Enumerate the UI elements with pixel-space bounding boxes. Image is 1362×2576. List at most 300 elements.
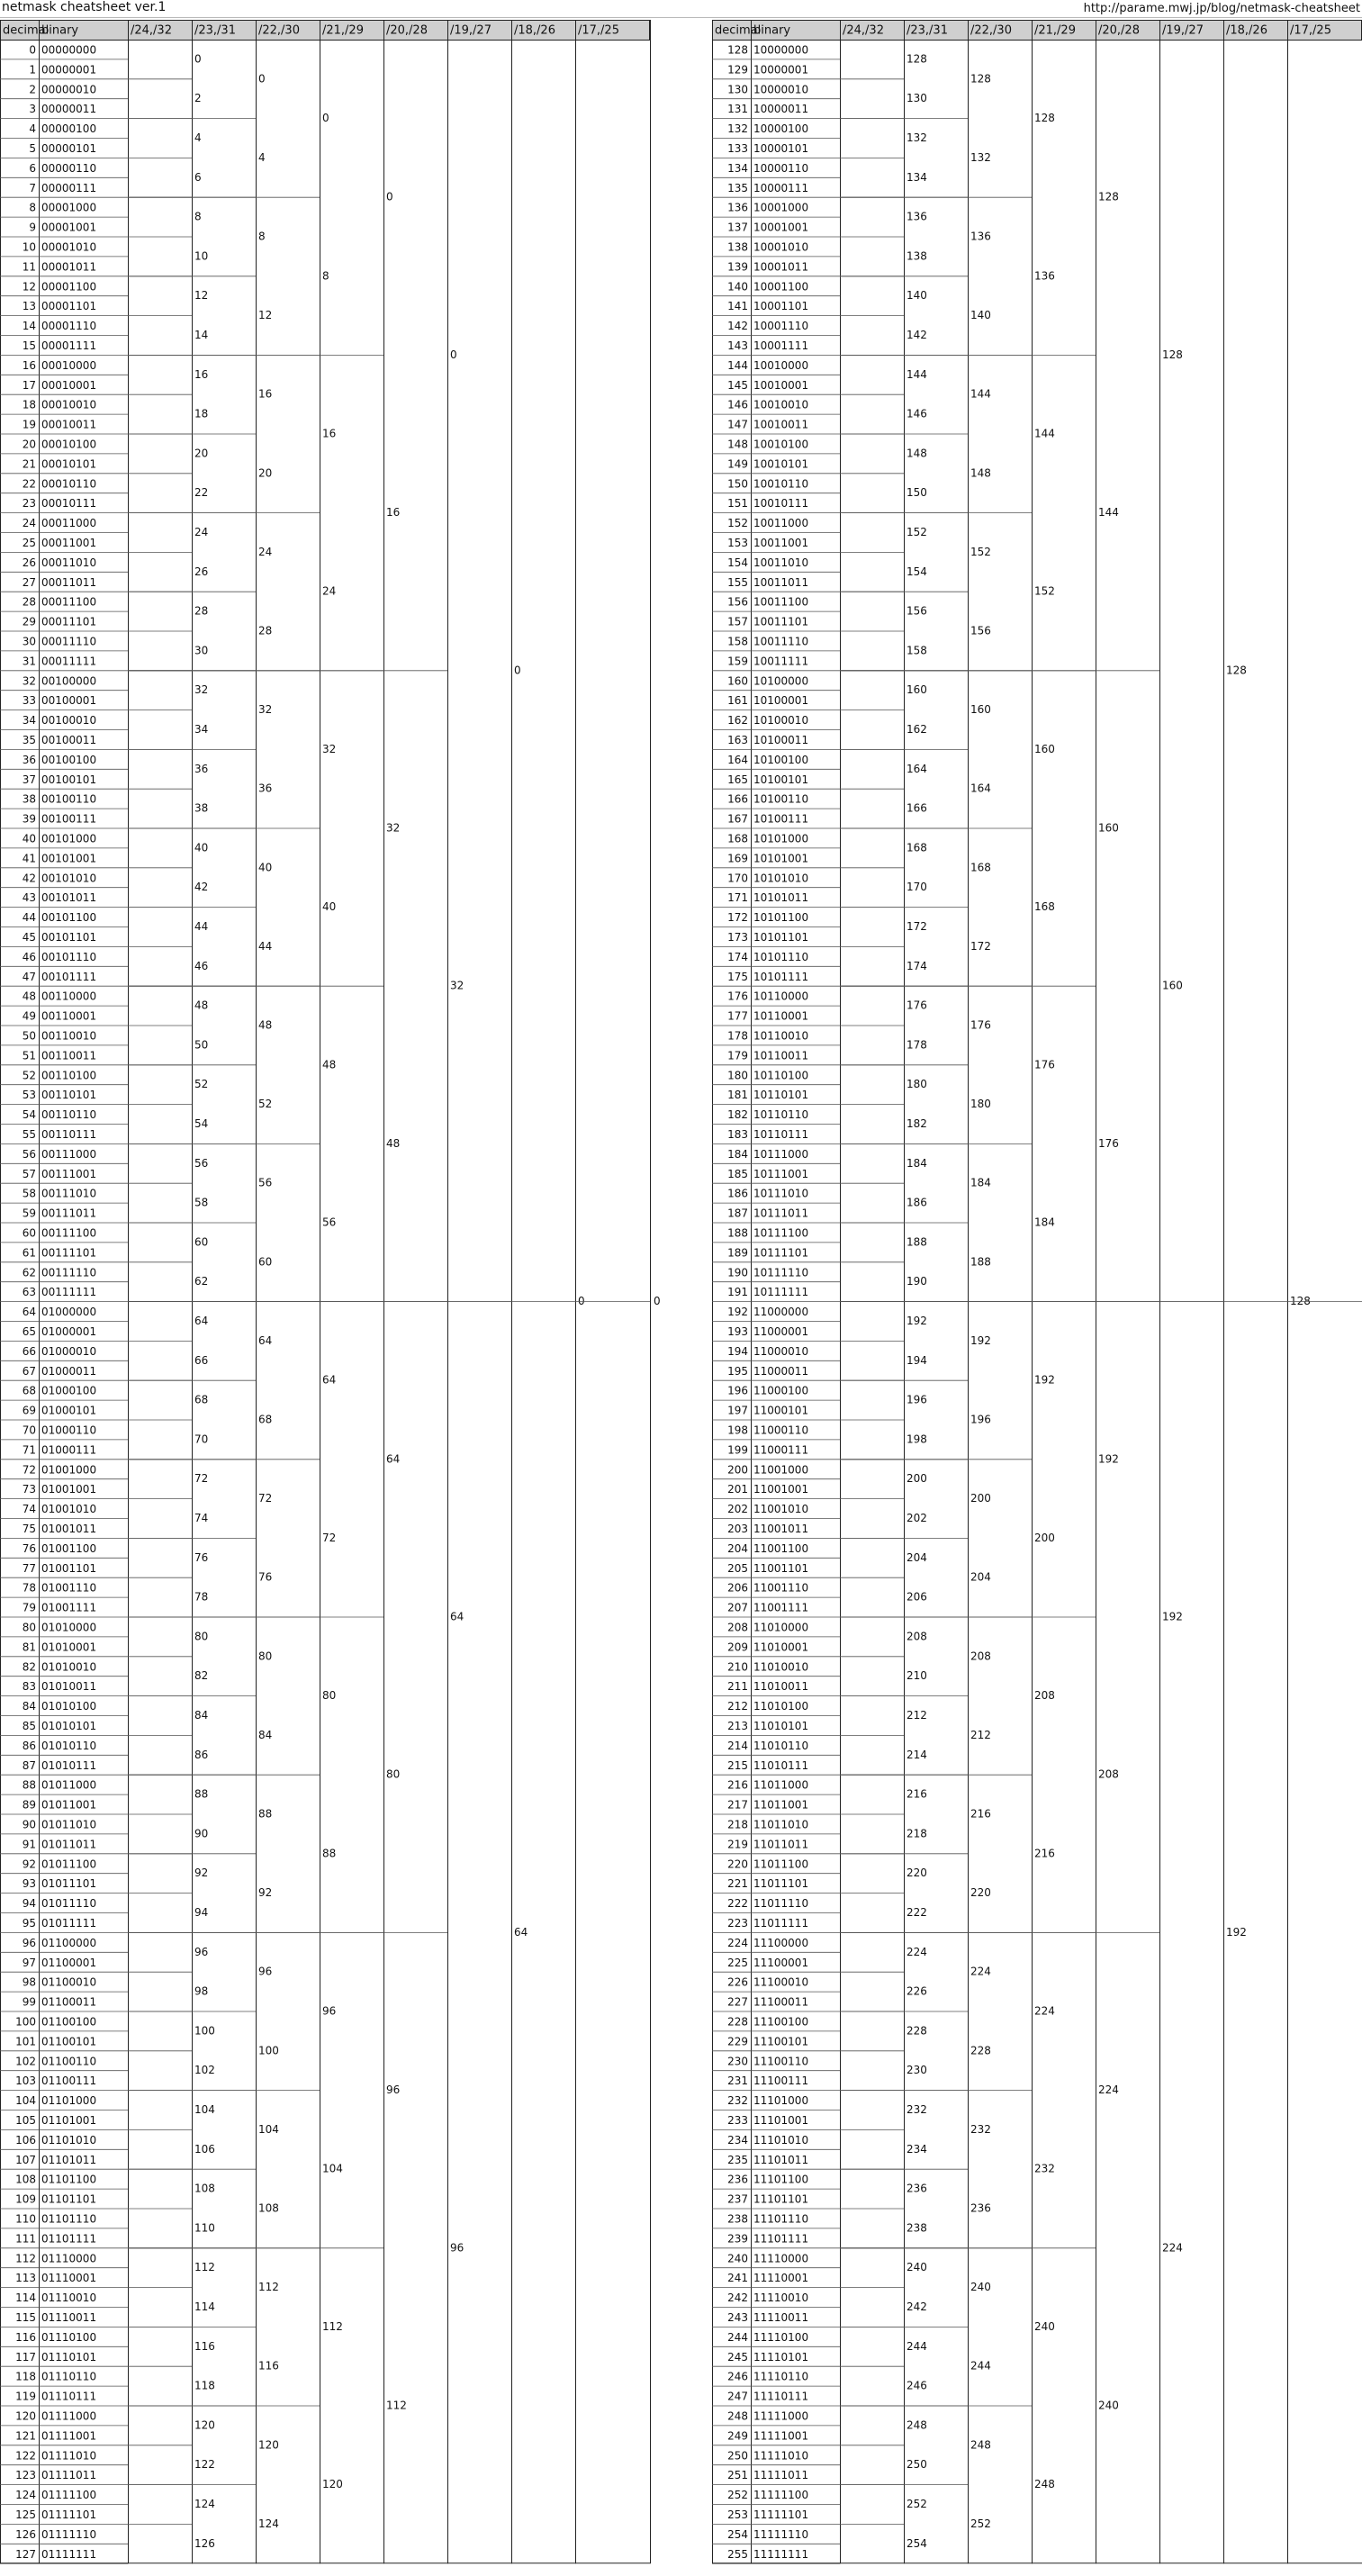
binary-value: 00001000 [41,201,97,214]
column-header: /23,/31 [906,23,948,38]
binary-value: 10011001 [753,536,809,549]
binary-value: 11100110 [753,2055,809,2068]
decimal-value: 170 [727,872,748,885]
binary-value: 01011100 [41,1857,97,1871]
decimal-value: 210 [727,1660,748,1674]
decimal-value: 0 [29,43,36,57]
decimal-value: 17 [22,378,36,392]
network-address: 224 [1034,2004,1055,2018]
network-address: 120 [258,2438,279,2452]
decimal-value: 166 [727,792,748,806]
decimal-value: 35 [22,733,36,746]
decimal-value: 206 [727,1581,748,1595]
decimal-value: 22 [22,477,36,491]
binary-value: 01010111 [41,1758,97,1772]
network-address: 230 [906,2064,927,2077]
binary-value: 11101100 [753,2173,809,2186]
network-address: 16 [322,427,337,440]
decimal-value: 68 [22,1384,36,1397]
decimal-value: 45 [22,930,36,944]
network-address: 64 [514,1925,528,1939]
binary-value: 00111001 [41,1167,97,1180]
binary-value: 01100111 [41,2074,97,2088]
decimal-value: 136 [727,201,748,214]
decimal-value: 239 [727,2232,748,2246]
network-address: 72 [322,1531,337,1544]
binary-value: 10100011 [753,733,809,746]
binary-value: 01000100 [41,1384,97,1397]
network-address: 28 [258,624,273,637]
network-address: 100 [194,2024,215,2038]
binary-value: 10011110 [753,635,809,648]
network-address: 236 [906,2182,927,2195]
binary-value: 00101000 [41,832,97,845]
decimal-value: 188 [727,1226,748,1240]
decimal-value: 190 [727,1266,748,1279]
decimal-value: 123 [15,2469,36,2482]
decimal-value: 138 [727,240,748,254]
decimal-value: 222 [727,1897,748,1911]
binary-value: 01001101 [41,1561,97,1575]
binary-value: 00111011 [41,1207,97,1220]
binary-value: 10001101 [753,300,809,313]
network-address: 140 [906,289,927,303]
network-address: 82 [194,1669,209,1683]
binary-value: 10000011 [753,103,809,116]
network-address: 148 [970,466,991,480]
decimal-value: 107 [15,2153,36,2166]
network-address: 168 [970,861,991,874]
network-address: 128 [1162,348,1183,361]
network-address: 126 [194,2536,215,2550]
binary-value: 01100100 [41,2015,97,2029]
decimal-value: 218 [727,1818,748,1831]
decimal-value: 153 [727,536,748,549]
binary-value: 11010010 [753,1660,809,1674]
binary-value: 11000111 [753,1443,809,1457]
network-address: 192 [1226,1925,1247,1939]
network-address: 220 [970,1886,991,1900]
binary-value: 00101101 [41,930,97,944]
decimal-value: 253 [727,2508,748,2521]
network-address: 66 [194,1353,209,1367]
network-address: 0 [322,112,329,125]
binary-value: 00010010 [41,398,97,411]
binary-value: 01111010 [41,2449,97,2463]
network-address: 80 [386,1767,401,1781]
decimal-value: 151 [727,497,748,511]
network-address: 222 [906,1906,927,1919]
binary-value: 10101110 [753,950,809,963]
decimal-value: 30 [22,635,36,648]
decimal-value: 134 [727,161,748,175]
decimal-value: 179 [727,1049,748,1062]
decimal-value: 18 [22,398,36,411]
network-address: 206 [906,1590,927,1604]
decimal-value: 15 [22,339,36,352]
binary-value: 11001101 [753,1561,809,1575]
decimal-value: 216 [727,1778,748,1792]
binary-value: 11110001 [753,2272,809,2285]
binary-value: 10000111 [753,181,809,194]
binary-value: 11111101 [753,2508,809,2521]
network-address: 242 [906,2300,927,2313]
network-address: 234 [906,2142,927,2156]
decimal-value: 10 [22,240,36,254]
page-title: netmask cheatsheet ver.1 [2,0,167,14]
binary-value: 01001000 [41,1463,97,1477]
binary-value: 00001100 [41,280,97,294]
decimal-value: 205 [727,1561,748,1575]
binary-value: 11000001 [753,1324,809,1338]
network-address: 136 [1034,269,1055,283]
network-address: 216 [970,1807,991,1821]
network-address: 56 [322,1216,337,1229]
decimal-value: 13 [22,300,36,313]
binary-value: 00001001 [41,221,97,234]
network-address: 80 [258,1650,273,1663]
binary-value: 10011111 [753,655,809,668]
decimal-value: 183 [727,1127,748,1141]
decimal-value: 65 [22,1324,36,1338]
network-address: 216 [1034,1847,1055,1860]
network-address: 244 [970,2359,991,2373]
binary-value: 11010011 [753,1680,809,1694]
decimal-value: 157 [727,615,748,628]
network-address: 108 [258,2201,279,2215]
header-divider [0,17,1362,18]
decimal-value: 29 [22,615,36,628]
binary-value: 01111000 [41,2409,97,2423]
decimal-value: 192 [727,1306,748,1319]
network-address: 228 [970,2044,991,2057]
decimal-value: 16 [22,358,36,372]
decimal-value: 51 [22,1049,36,1062]
decimal-value: 55 [22,1127,36,1141]
network-address: 60 [194,1235,209,1249]
network-address: 176 [970,1018,991,1032]
network-address: 58 [194,1196,209,1209]
network-address: 16 [194,367,209,381]
binary-value: 01000011 [41,1364,97,1378]
column-header: /19,/27 [1162,23,1204,38]
network-address: 130 [906,92,927,105]
binary-value: 10101011 [753,891,809,905]
decimal-value: 71 [22,1443,36,1457]
binary-value: 10111101 [753,1246,809,1260]
decimal-value: 5 [29,141,36,155]
decimal-value: 213 [727,1719,748,1732]
network-address: 224 [906,1945,927,1958]
binary-value: 00000000 [41,43,97,57]
network-address: 198 [906,1433,927,1446]
decimal-value: 219 [727,1838,748,1851]
network-address: 210 [906,1669,927,1683]
decimal-value: 176 [727,990,748,1003]
network-address: 96 [450,2241,465,2255]
binary-value: 01110011 [41,2310,97,2324]
network-address: 48 [194,999,209,1012]
decimal-value: 243 [727,2310,748,2324]
binary-value: 10011101 [753,615,809,628]
source-link[interactable]: http://parame.mwj.jp/blog/netmask-cheatsheet [1083,2,1360,15]
decimal-value: 203 [727,1522,748,1535]
network-address: 178 [906,1038,927,1052]
binary-value: 01011010 [41,1818,97,1831]
binary-value: 11000110 [753,1424,809,1437]
network-address: 252 [906,2498,927,2510]
binary-value: 00100101 [41,773,97,786]
network-address: 90 [194,1827,209,1840]
binary-value: 01001110 [41,1581,97,1595]
network-address: 88 [194,1787,209,1801]
decimal-value: 42 [22,872,36,885]
decimal-value: 132 [727,122,748,136]
binary-value: 00110001 [41,1009,97,1023]
network-address: 0 [194,52,202,66]
binary-value: 01011000 [41,1778,97,1792]
decimal-value: 127 [15,2547,36,2561]
network-address: 52 [258,1098,273,1111]
network-address: 232 [1034,2162,1055,2175]
binary-value: 10110111 [753,1127,809,1141]
network-address: 194 [906,1353,927,1367]
binary-value: 00011110 [41,635,97,648]
network-address: 128 [970,72,991,86]
column-header: /21,/29 [1034,23,1076,38]
binary-value: 00100000 [41,674,97,688]
decimal-value: 97 [22,1956,36,1969]
network-address: 168 [906,841,927,854]
column-header: /20,/28 [1098,23,1140,38]
decimal-value: 246 [727,2370,748,2383]
network-address: 184 [1034,1216,1055,1229]
network-address: 176 [906,999,927,1012]
network-address: 154 [906,565,927,578]
binary-value: 11110100 [753,2330,809,2344]
decimal-value: 217 [727,1798,748,1812]
binary-value: 01101000 [41,2094,97,2108]
decimal-value: 140 [727,280,748,294]
decimal-value: 92 [22,1857,36,1871]
network-address: 144 [1034,427,1055,440]
network-address: 44 [194,920,209,933]
binary-value: 01010000 [41,1621,97,1634]
decimal-value: 160 [727,674,748,688]
binary-value: 10101101 [753,930,809,944]
binary-value: 00101001 [41,852,97,865]
decimal-value: 129 [727,63,748,77]
binary-value: 10011000 [753,517,809,530]
binary-value: 10111011 [753,1207,809,1220]
network-address: 4 [258,150,266,164]
binary-value: 11010101 [753,1719,809,1732]
binary-value: 11001010 [753,1503,809,1516]
binary-value: 01000010 [41,1344,97,1358]
decimal-value: 171 [727,891,748,905]
binary-value: 11001100 [753,1541,809,1555]
column-header: /19,/27 [450,23,492,38]
decimal-value: 36 [22,753,36,766]
binary-value: 10000110 [753,161,809,175]
decimal-value: 125 [15,2508,36,2521]
network-address: 36 [258,782,273,795]
decimal-value: 200 [727,1463,748,1477]
binary-value: 11101000 [753,2094,809,2108]
binary-value: 10110110 [753,1108,809,1122]
binary-value: 11110111 [753,2390,809,2403]
decimal-value: 248 [727,2409,748,2423]
decimal-value: 169 [727,852,748,865]
binary-value: 11010001 [753,1641,809,1654]
binary-value: 10001010 [753,240,809,254]
binary-value: 11010000 [753,1621,809,1634]
network-address: 18 [194,407,209,420]
decimal-value: 103 [15,2074,36,2088]
decimal-value: 159 [727,655,748,668]
binary-value: 10100110 [753,792,809,806]
binary-value: 00010001 [41,378,97,392]
decimal-value: 85 [22,1719,36,1732]
decimal-value: 197 [727,1404,748,1417]
binary-value: 00000010 [41,83,97,96]
network-address: 60 [258,1255,273,1269]
binary-value: 01101001 [41,2113,97,2127]
binary-value: 01110101 [41,2350,97,2364]
binary-value: 00101111 [41,970,97,983]
decimal-value: 33 [22,694,36,708]
binary-value: 10011100 [753,595,809,609]
network-address: 238 [906,2221,927,2235]
binary-value: 01100010 [41,1975,97,1989]
network-address: 110 [194,2221,215,2235]
decimal-value: 165 [727,773,748,786]
network-address: 112 [258,2281,279,2294]
binary-value: 01111110 [41,2527,97,2541]
decimal-value: 186 [727,1187,748,1200]
decimal-value: 234 [727,2133,748,2147]
decimal-value: 235 [727,2153,748,2166]
network-address: 26 [194,565,209,578]
network-address: 54 [194,1117,209,1130]
decimal-value: 163 [727,733,748,746]
network-address: 218 [906,1827,927,1840]
network-address: 208 [906,1630,927,1643]
network-address: 240 [1034,2319,1055,2333]
binary-value: 10010010 [753,398,809,411]
network-address: 40 [258,861,273,874]
decimal-value: 195 [727,1364,748,1378]
decimal-value: 249 [727,2429,748,2443]
binary-value: 11101011 [753,2153,809,2166]
binary-value: 10000101 [753,141,809,155]
binary-value: 00011011 [41,575,97,589]
binary-value: 11111000 [753,2409,809,2423]
network-address: 168 [1034,900,1055,914]
decimal-value: 214 [727,1739,748,1752]
binary-value: 10010101 [753,457,809,471]
decimal-value: 202 [727,1503,748,1516]
binary-value: 01101011 [41,2153,97,2166]
decimal-value: 238 [727,2212,748,2226]
network-address: 112 [194,2261,215,2274]
network-address: 172 [906,920,927,933]
binary-value: 01111100 [41,2489,97,2502]
decimal-value: 117 [15,2350,36,2364]
network-address: 104 [258,2122,279,2136]
binary-value: 01110111 [41,2390,97,2403]
network-address: 158 [906,644,927,657]
network-address: 4 [194,131,202,144]
decimal-value: 172 [727,911,748,925]
binary-value: 11011100 [753,1857,809,1871]
decimal-value: 72 [22,1463,36,1477]
network-address: 104 [194,2103,215,2116]
binary-value: 11001110 [753,1581,809,1595]
binary-value: 01101110 [41,2212,97,2226]
decimal-value: 75 [22,1522,36,1535]
binary-value: 10001100 [753,280,809,294]
decimal-value: 194 [727,1344,748,1358]
network-address: 0 [386,190,393,203]
network-address: 164 [970,782,991,795]
binary-value: 11001000 [753,1463,809,1477]
network-address: 88 [322,1847,337,1860]
column-header: /24,/32 [131,23,172,38]
decimal-value: 156 [727,595,748,609]
binary-value: 10010111 [753,497,809,511]
decimal-value: 162 [727,714,748,728]
decimal-value: 167 [727,812,748,826]
network-address: 134 [906,170,927,184]
network-address: 14 [194,329,209,341]
network-address: 208 [970,1650,991,1663]
decimal-value: 241 [727,2272,748,2285]
network-address: 46 [194,959,209,972]
binary-value: 00101100 [41,911,97,925]
network-address: 100 [258,2044,279,2057]
decimal-value: 14 [22,320,36,333]
network-address: 132 [906,131,927,144]
network-address: 16 [258,387,273,401]
network-address: 38 [194,801,209,815]
network-address: 212 [906,1709,927,1722]
network-address: 72 [258,1492,273,1505]
decimal-value: 91 [22,1838,36,1851]
network-address: 148 [906,447,927,460]
network-address: 72 [194,1472,209,1486]
binary-value: 01101101 [41,2192,97,2206]
decimal-value: 113 [15,2272,36,2285]
decimal-value: 93 [22,1877,36,1891]
binary-value: 11111011 [753,2469,809,2482]
binary-value: 10000100 [753,122,809,136]
network-address: 114 [194,2300,215,2313]
decimal-value: 64 [22,1306,36,1319]
network-address: 188 [906,1235,927,1249]
decimal-value: 232 [727,2094,748,2108]
network-address: 192 [1034,1373,1055,1387]
column-header: /18,/26 [514,23,555,38]
network-address: 96 [194,1945,209,1958]
network-address: 78 [194,1590,209,1604]
network-address: 32 [386,821,401,835]
decimal-value: 208 [727,1621,748,1634]
binary-value: 00001101 [41,300,97,313]
decimal-value: 86 [22,1739,36,1752]
decimal-value: 90 [22,1818,36,1831]
binary-value: 11011000 [753,1778,809,1792]
